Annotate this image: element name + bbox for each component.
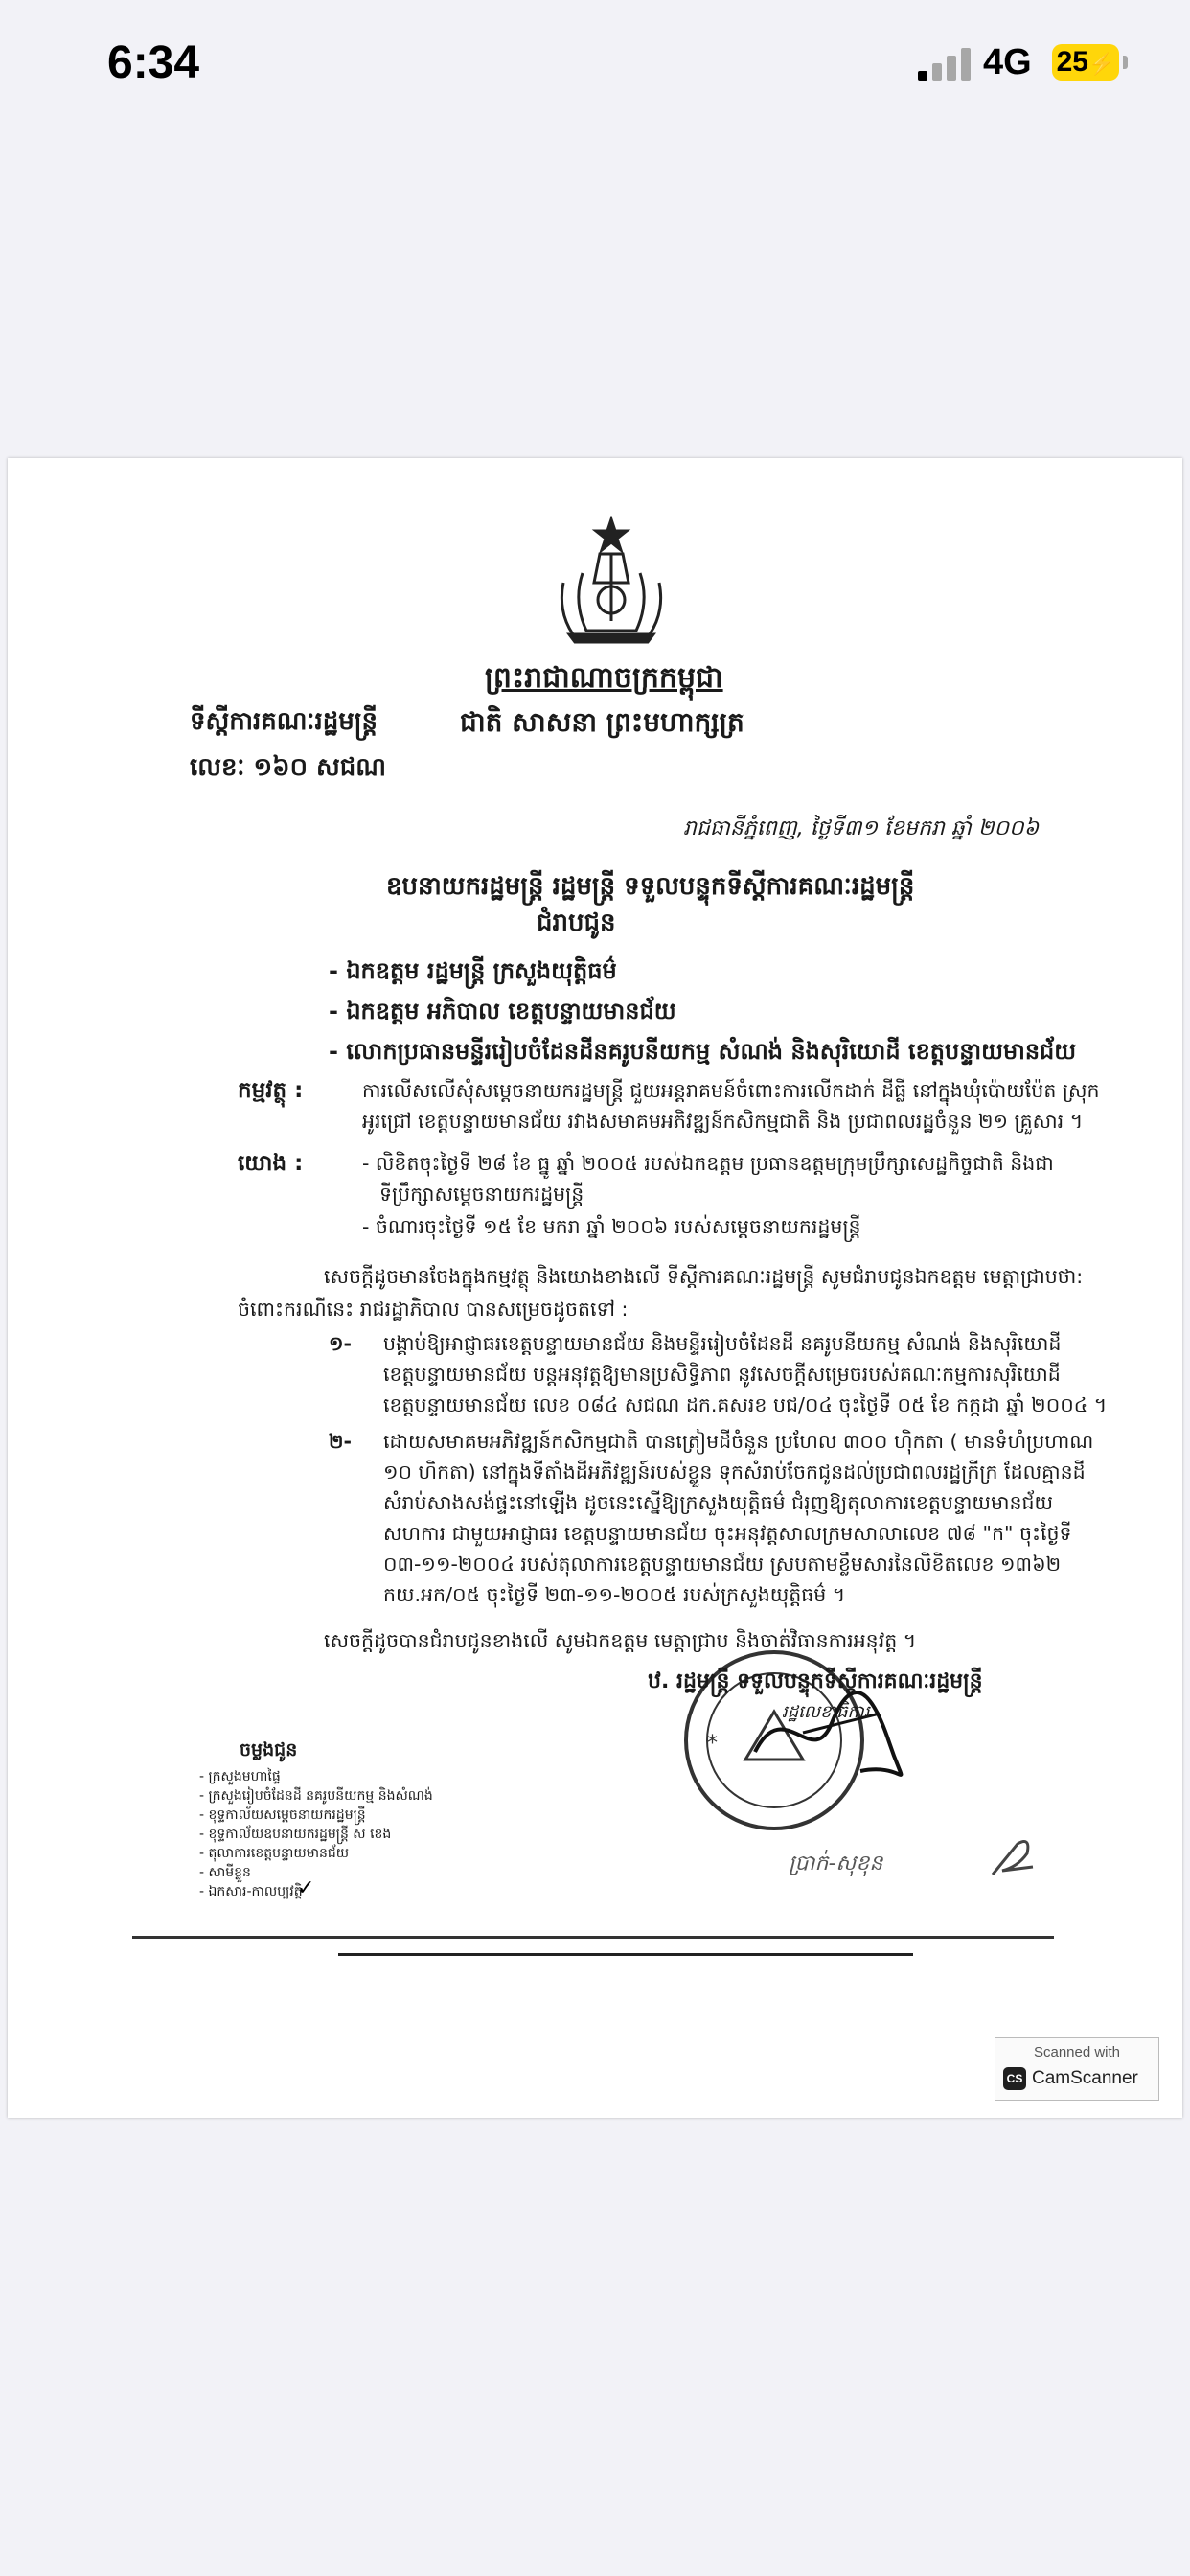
network-type: 4G [983,42,1032,82]
watermark-brand: CamScanner [1032,2068,1138,2088]
status-time: 6:34 [107,37,200,88]
initials-mark-icon [989,1838,1037,1878]
point-2-number: ២- [329,1430,353,1453]
point-2-line-3: សំរាប់សាងសង់ផ្ទះនៅឡើង ដូចនេះស្នើឱ្យក្រសួងយុត្តិធម៌ ជំរុញឱ្យតុលាការខេត្តបន្ទាយមានជ័យ [383,1491,1054,1514]
divider-line [338,1953,913,1956]
kingdom-title: ព្រះរាជាណាចក្រកម្ពុជា [485,661,723,695]
recipient-3: - លោកប្រធានមន្ទីររៀបចំដែនដីនគរូបនីយកម្ម សំណង់ និងសុរិយោដី ខេត្តបន្ទាយមានជ័យ [329,1038,1077,1065]
cc-item: - ឯកសារ-កាលប្បវត្តិ [199,1884,303,1899]
document-date: រាជធានីភ្នំពេញ, ថ្ងៃទី៣១ ខែមករា ឆ្នាំ ២០០៦ [683,816,1040,840]
closing-line: សេចក្តីដូចបានជំរាបជូនខាងលើ សូមឯកឧត្តម មេត្តាជ្រាប និងចាត់វិធានការអនុវត្ត ។ [324,1629,917,1652]
cc-item: - ក្រសួងរៀបចំដែនដី នគរូបនីយកម្ម និងសំណង់ [199,1788,433,1804]
intro-line-2: ចំពោះករណីនេះ រាជរដ្ឋាភិបាល បានសម្រេចដូចតទៅ : [238,1298,629,1321]
cc-item: - តុលាការខេត្តបន្ទាយមានជ័យ [199,1846,350,1861]
cc-item: - ក្រសួងមហាផ្ទៃ [199,1769,281,1784]
reference-line-3: - ចំណារចុះថ្ងៃទី ១៥ ខែ មករា ឆ្នាំ ២០០៦ របស់សម្តេចនាយករដ្ឋមន្ត្រី [362,1215,861,1238]
scanned-document[interactable] [8,458,1182,2118]
document-number: លេខៈ ១៦០ សជណ [190,753,387,782]
salutation-heading: ជំរាបជូន [537,908,616,937]
point-2-line-6: កយ.អក/០៥ ចុះថ្ងៃទី ២៣-១១-២០០៥ របស់ក្រសួងយុត្តិធម៌ ។ [383,1583,846,1606]
charging-bolt-icon: ⚡ [1087,52,1115,76]
royal-arms-emblem-icon [544,516,678,645]
subject-label: កម្មវត្ថុ : [238,1078,304,1103]
reference-line-1: - លិខិតចុះថ្ងៃទី ២៨ ខែ ធ្នូ ឆ្នាំ ២០០៥ របស់ឯកឧត្តម ប្រធានឧត្តមក្រុមប្រឹក្សាសេដ្ឋកិច្ចជាតិ និងជា [362,1152,1054,1175]
intro-line-1: សេចក្តីដូចមានចែងក្នុងកម្មវត្ថុ និងយោងខាងលើ ទីស្តីការគណៈរដ្ឋមន្ត្រី សូមជំរាបជូនឯកឧត្តម មេត្តាជ្រាបថា: [324,1265,1084,1288]
watermark-caption: Scanned with [1033,2044,1121,2060]
cc-title: ចម្លងជូន [240,1739,298,1760]
issuing-office: ទីស្តីការគណៈរដ្ឋមន្ត្រី [190,707,378,736]
divider-line [132,1936,1054,1939]
reference-line-2: ទីប្រឹក្សាសម្តេចនាយករដ្ឋមន្ត្រី [379,1183,584,1206]
cc-item: - ខុទ្ទកាល័យសម្តេចនាយករដ្ឋមន្ត្រី [199,1807,366,1823]
battery-level: 25 [1056,46,1088,78]
camscanner-logo-icon: CS [1003,2067,1026,2090]
status-bar [0,0,1190,125]
point-1-number: ១- [329,1332,353,1355]
cc-item: - សាមីខ្លួន [199,1865,251,1880]
recipient-1: - ឯកឧត្តម រដ្ឋមន្ត្រី ក្រសួងយុត្តិធម៌ [329,957,617,984]
subject-line-2: អូរជ្រៅ ខេត្តបន្ទាយមានជ័យ រវាងសមាគមអភិវឌ្ឍន៍កសិកម្មជាតិ និង ប្រជាពលរដ្ឋចំនួន ២១ គ្រួសារ ។ [362,1110,1084,1133]
point-2-line-1: ដោយសមាគមអភិវឌ្ឍន៍កសិកម្មជាតិ បានត្រៀមដីចំនួន ប្រហែល ៣០០ ហ៊ិកតា ( មានទំហំប្រហាណ [383,1430,1094,1453]
signatory-subtitle: រដ្ឋលេខាធិការ [782,1702,870,1722]
point-2-line-2: ១០ ហិកតា) នៅក្នុងទីតាំងដីអភិវឌ្ឍន៍របស់ខ្លួន ទុកសំរាប់ចែកជូនដល់ប្រជាពលរដ្ឋក្រីក្រ ដែលគ្មានដី [383,1460,1086,1484]
point-1-line-1: បង្គាប់ឱ្យអាជ្ញាធរខេត្តបន្ទាយមានជ័យ និងមន្ទីររៀបចំដែនដី នគរូបនីយកម្ម សំណង់ និងសុរិយោដី [383,1332,1062,1355]
point-1-line-2: ខេត្តបន្ទាយមានជ័យ បន្តអនុវត្តឱ្យមានប្រសិទ្ធិភាព នូវសេចក្តីសម្រេចរបស់គណៈកម្មការសុរិយោដី [383,1363,1061,1386]
national-motto: ជាតិ សាសនា ព្រះមហាក្សត្រ [460,706,744,738]
battery-icon [1052,44,1119,80]
svg-text:*: * [707,1732,718,1756]
point-1-line-3: ខេត្តបន្ទាយមានជ័យ លេខ ០៨៤ សជណ ដក.គសរខ បជ/០៤ ចុះថ្ងៃទី ០៥ ខែ កក្កដា ឆ្នាំ ២០០៤ ។ [383,1393,1108,1416]
reference-label: យោង : [238,1151,304,1176]
handwritten-name: ប្រាក់-សុខុន [789,1852,883,1875]
recipient-2: - ឯកឧត្តម អភិបាល ខេត្តបន្ទាយមានជ័យ [329,998,676,1024]
point-2-line-4: សហការ ជាមួយអាជ្ញាធរ ខេត្តបន្ទាយមានជ័យ ចុះអនុវត្តសាលក្រមសាលាលេខ ៧៨ "ក" ចុះថ្ងៃទី [383,1522,1072,1545]
signatory-title: ឋ. រដ្ឋមន្ត្រី ទទួលបន្ទុកទីស្តីការគណៈរដ្ឋមន្ត្រី [648,1669,983,1693]
subject-line-1: ការលើសលើសុំសម្តេចនាយករដ្ឋមន្ត្រី ជួយអន្តរាគមន៍ចំពោះការលើកដាក់ ដីធ្លី នៅក្នុងឃុំប៉ោយប៉ែត ស្រុក [362,1079,1100,1102]
camscanner-watermark [995,2037,1159,2101]
battery-cap [1123,56,1128,69]
point-2-line-5: ០៣-១១-២០០៤ របស់តុលាការខេត្តបន្ទាយមានជ័យ ស្របតាមខ្លឹមសារនៃលិខិតលេខ ១៣៦២ [383,1552,1062,1576]
cellular-signal-icon [918,46,972,80]
cc-item: - ខុទ្ទកាល័យឧបនាយករដ្ឋមន្ត្រី ស ខេង [199,1827,392,1842]
checkmark-icon: ✓ [297,1876,315,1900]
sender-heading: ឧបនាយករដ្ឋមន្ត្រី រដ្ឋមន្ត្រី ទទួលបន្ទុកទីស្តីការគណៈរដ្ឋមន្ត្រី [386,872,915,901]
